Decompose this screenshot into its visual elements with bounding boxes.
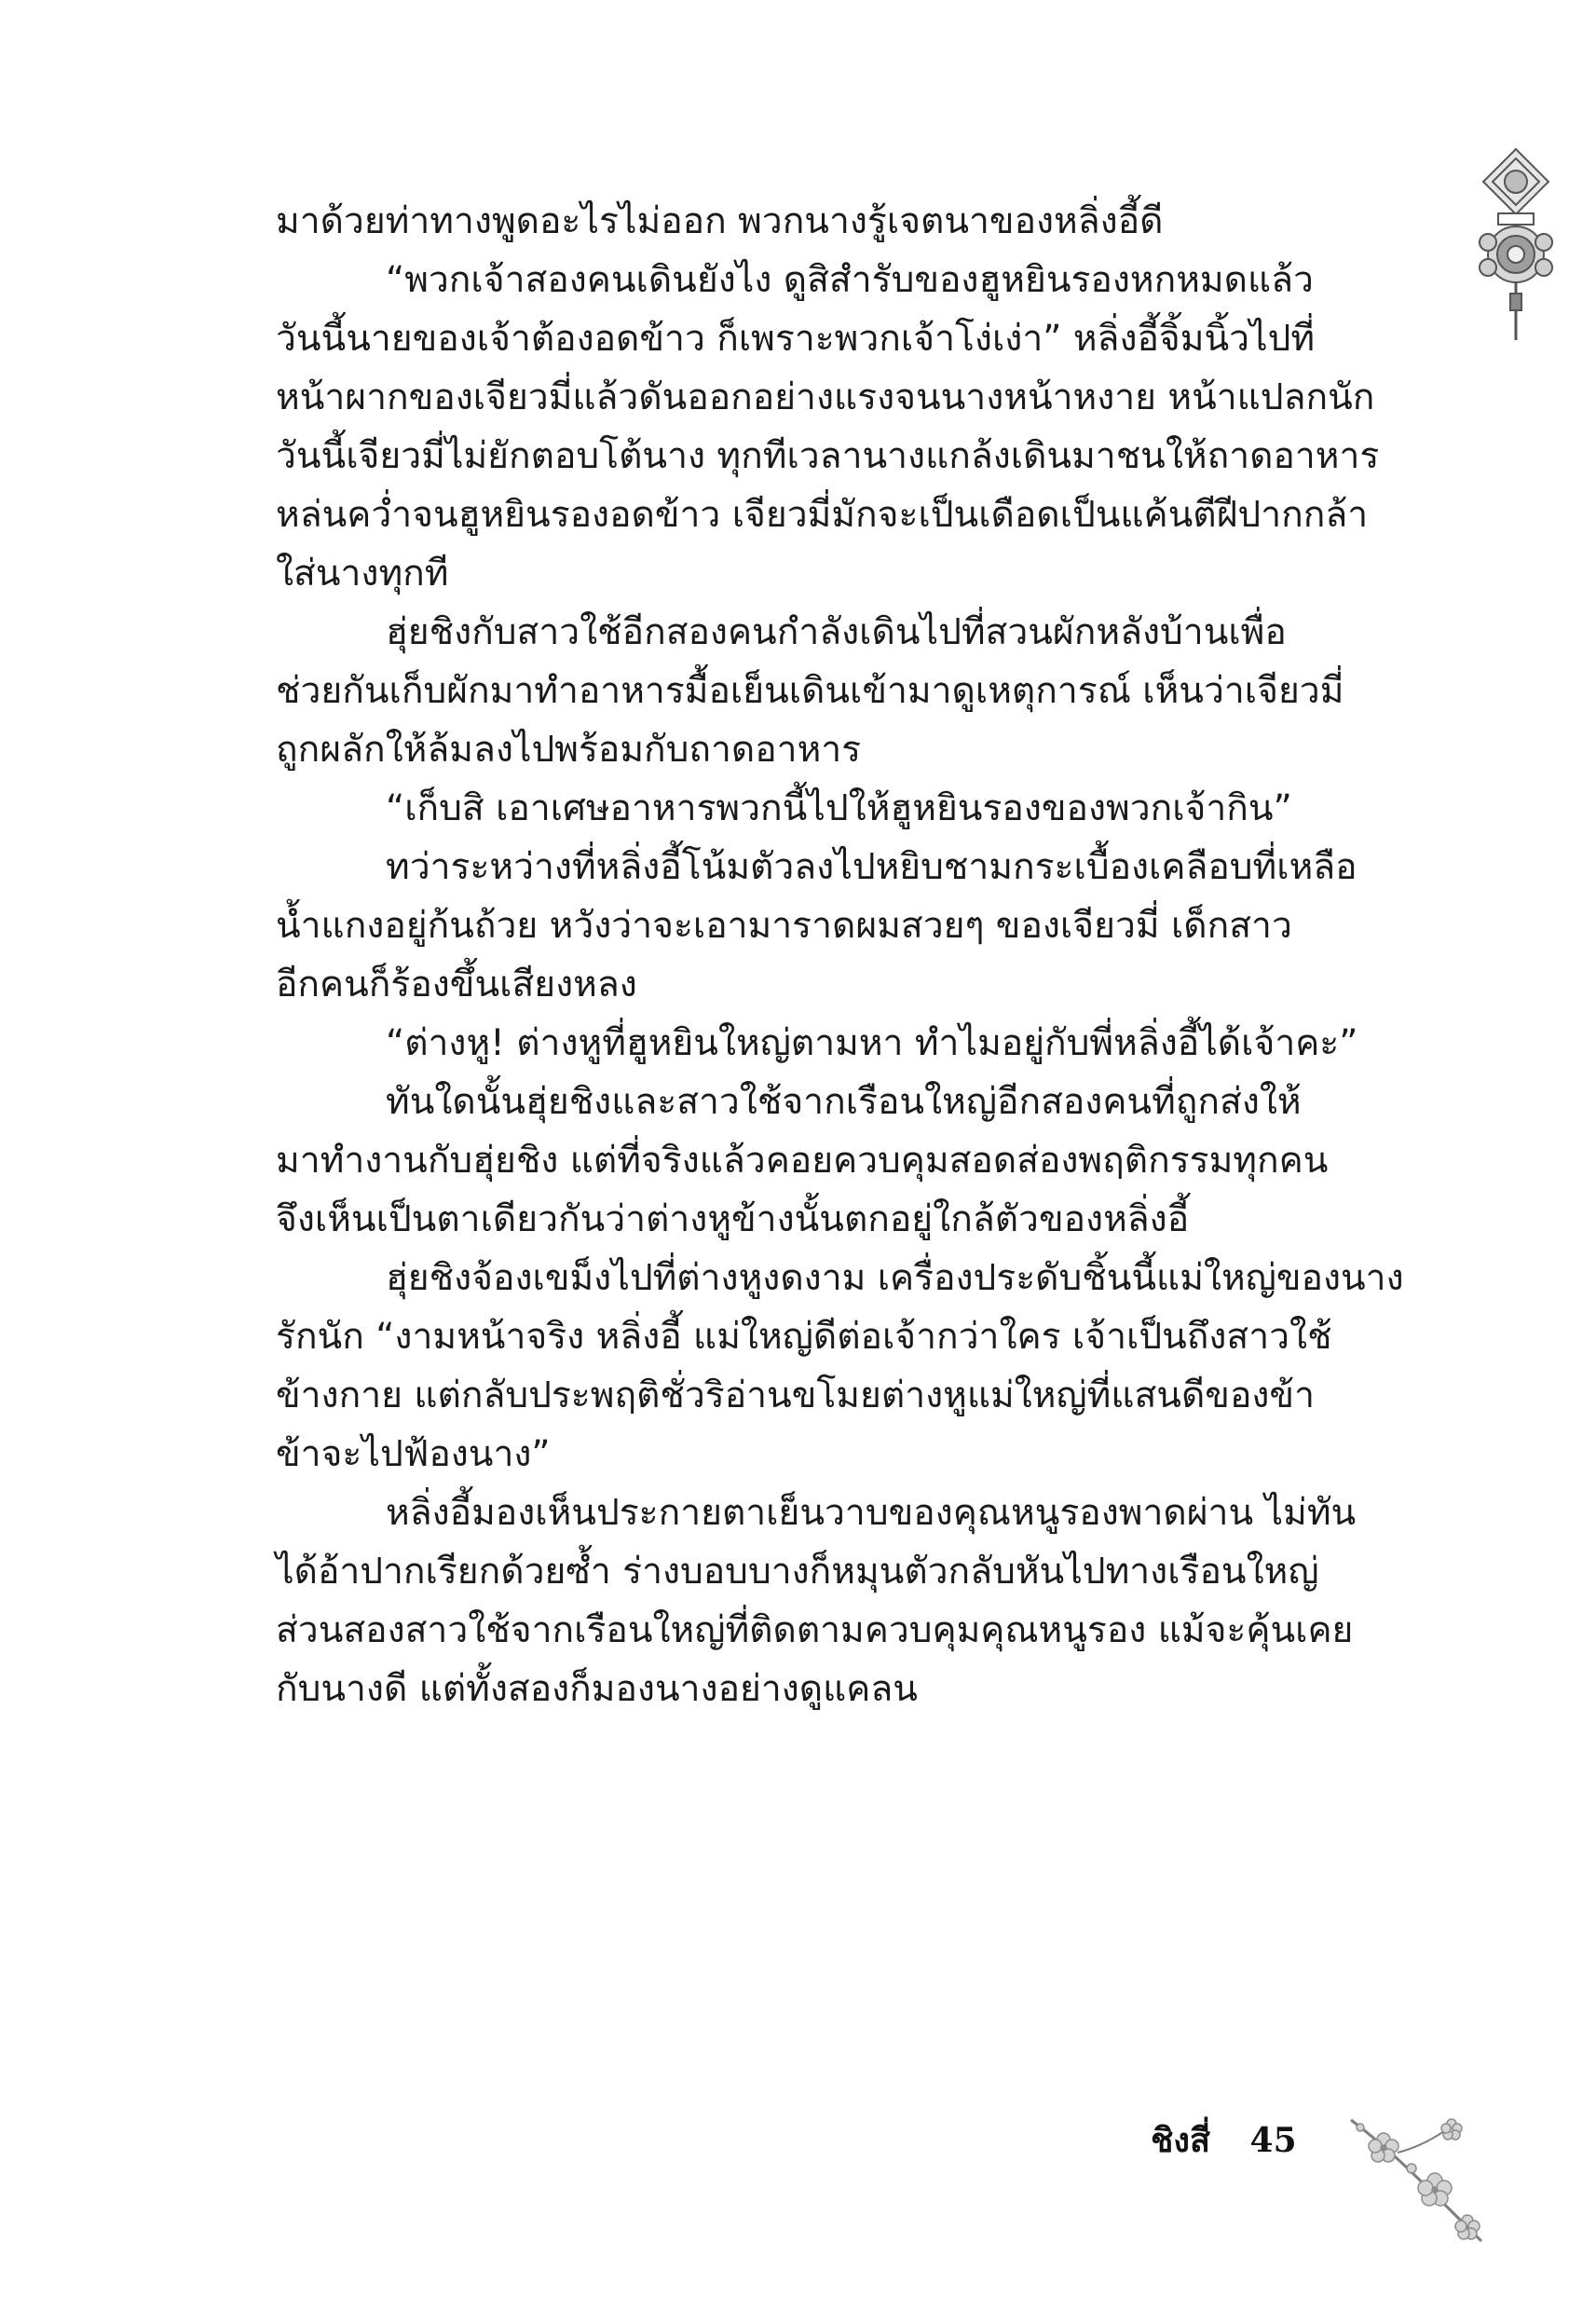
text-line: ทว่าระหว่างที่หลิ่งอี้โน้มตัวลงไปหยิบชามกระเบื้องเคลือบที่เหลือ	[386, 846, 1357, 888]
page-footer	[1151, 2113, 1297, 2167]
text-line: ได้อ้าปากเรียกด้วยซ้ำ ร่างบอบบางก็หมุนตัวกลับหันไปทางเรือนใหญ่	[276, 1551, 1319, 1593]
text-line: น้ำแกงอยู่ก้นถ้วย หวังว่าจะเอามาราดผมสวยๆ ของเจียวมี่ เด็กสาว	[276, 905, 1292, 947]
text-line: กับนางดี แต่ทั้งสองก็มองนางอย่างดูแคลน	[276, 1668, 918, 1710]
text-line: ข้าจะไปฟ้องนาง”	[276, 1433, 551, 1475]
text-line: หล่นคว่ำจนฮูหยินรองอดข้าว เจียวมี่มักจะเป็นเดือดเป็นแค้นตีฝีปากกล้า	[276, 494, 1369, 536]
paragraph-3	[276, 603, 1436, 779]
paragraph-2	[276, 251, 1436, 603]
text-line: มาด้วยท่าทางพูดอะไรไม่ออก พวกนางรู้เจตนาของหลิ่งอี้ดี	[276, 200, 1164, 242]
text-line: ช่วยกันเก็บผักมาทำอาหารมื้อเย็นเดินเข้ามาดูเหตุการณ์ เห็นว่าเจียวมี่	[276, 670, 1344, 712]
text-line: หน้าผากของเจียวมี่แล้วดันออกอย่างแรงจนนางหน้าหงาย หน้าแปลกนัก	[276, 376, 1375, 418]
book-title: ชิงสี่	[1151, 2121, 1210, 2160]
plum-blossom-icon	[1342, 2111, 1491, 2250]
paragraph-8	[276, 1249, 1436, 1484]
text-line: ส่วนสองสาวใช้จากเรือนใหญ่ที่ติดตามควบคุมคุณหนูรอง แม้จะคุ้นเคย	[276, 1609, 1354, 1651]
text-line: ใส่นางทุกที	[276, 553, 449, 595]
text-line: ถูกผลักให้ล้มลงไปพร้อมกับถาดอาหาร	[276, 729, 862, 771]
text-line: หลิ่งอี้มองเห็นประกายตาเย็นวาบของคุณหนูรองพาดผ่าน ไม่ทัน	[386, 1492, 1357, 1534]
paragraph-9	[276, 1484, 1436, 1718]
text-line: ทันใดนั้นฮุ่ยชิงและสาวใช้จากเรือนใหญ่อีกสองคนที่ถูกส่งให้	[386, 1081, 1302, 1123]
text-line: มาทำงานกับฮุ่ยชิง แต่ที่จริงแล้วคอยควบคุมสอดส่องพฤติกรรมทุกคน	[276, 1140, 1329, 1182]
paragraph-5	[276, 838, 1436, 1014]
text-line: อีกคนก็ร้องขึ้นเสียงหลง	[276, 964, 637, 1005]
text-line: วันนี้นายของเจ้าต้องอดข้าว ก็เพราะพวกเจ้าโง่เง่า” หลิ่งอี้จิ้มนิ้วไปที่	[276, 318, 1316, 360]
text-line: ข้างกาย แต่กลับประพฤติชั่วริอ่านขโมยต่างหูแม่ใหญ่ที่แสนดีของข้า	[276, 1374, 1315, 1416]
text-line: “พวกเจ้าสองคนเดินยังไง ดูสิสำรับของฮูหยินรองหกหมดแล้ว	[386, 259, 1314, 301]
page-number: 45	[1249, 2121, 1297, 2160]
text-line: จึงเห็นเป็นตาเดียวกันว่าต่างหูข้างนั้นตกอยู่ใกล้ตัวของหลิ่งอี้	[276, 1198, 1190, 1240]
body-text	[276, 192, 1436, 1718]
text-line: ฮุ่ยชิงกับสาวใช้อีกสองคนกำลังเดินไปที่สวนผักหลังบ้านเพื่อ	[386, 611, 1287, 653]
chinese-knot-ornament-icon	[1465, 144, 1567, 349]
text-line: “ต่างหู! ต่างหูที่ฮูหยินใหญ่ตามหา ทำไมอยู่กับพี่หลิ่งอี้ได้เจ้าคะ”	[386, 1022, 1358, 1064]
paragraph-4	[276, 779, 1436, 838]
text-line: วันนี้เจียวมี่ไม่ยักตอบโต้นาง ทุกทีเวลานางแกล้งเดินมาชนให้ถาดอาหาร	[276, 435, 1380, 477]
paragraph-7	[276, 1073, 1436, 1249]
paragraph-1	[276, 192, 1436, 251]
text-line: ฮุ่ยชิงจ้องเขม็งไปที่ต่างหูงดงาม เครื่องประดับชิ้นนี้แม่ใหญ่ของนาง	[386, 1257, 1404, 1299]
text-line: “เก็บสิ เอาเศษอาหารพวกนี้ไปให้ฮูหยินรองของพวกเจ้ากิน”	[386, 787, 1292, 829]
paragraph-6	[276, 1014, 1436, 1073]
text-line: รักนัก “งามหน้าจริง หลิ่งอี้ แม่ใหญ่ดีต่อเจ้ากว่าใคร เจ้าเป็นถึงสาวใช้	[276, 1316, 1332, 1358]
